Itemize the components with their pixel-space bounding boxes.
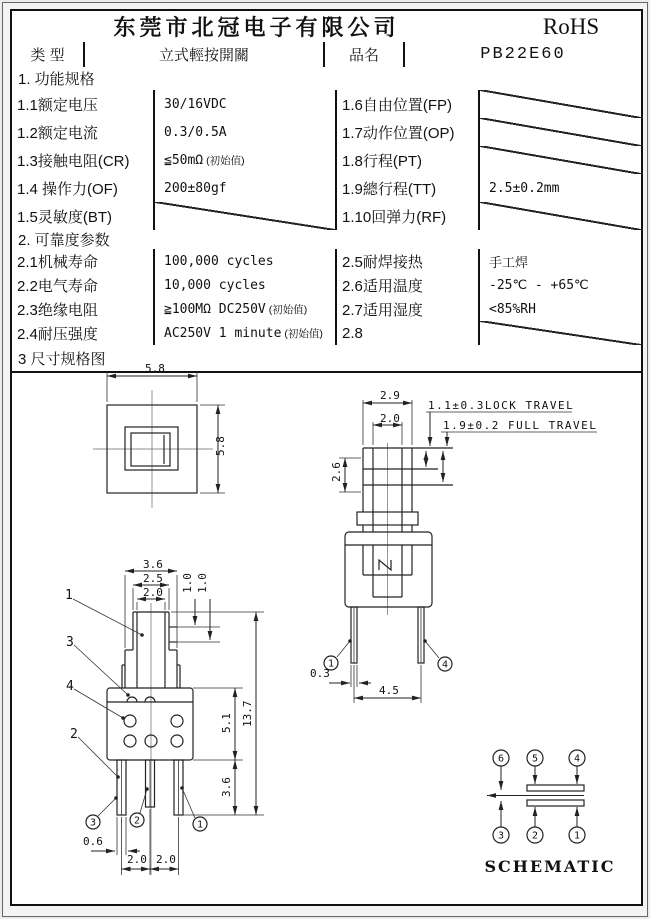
spec-label: 2.1机械寿命 — [12, 249, 155, 273]
spec-row — [12, 174, 641, 204]
spec-value — [155, 146, 337, 174]
spec-label: 2.7适用湿度 — [337, 297, 480, 321]
dim-side-w1: 2.9 — [380, 389, 400, 402]
side-view-drawing — [295, 385, 625, 715]
pin-number-1: 1 — [196, 819, 204, 831]
spec-row — [12, 249, 641, 275]
lock-travel-label: 1.1±0.3LOCK TRAVEL — [428, 399, 575, 412]
schematic-pin-3: 3 — [497, 830, 505, 842]
part-number: PB22E60 — [480, 45, 566, 64]
dim-front-n2: 1.0 — [196, 573, 209, 593]
schematic-title: SCHEMATIC — [484, 857, 616, 876]
spec-row — [12, 90, 641, 120]
spec-row — [12, 297, 641, 323]
dim-front-pin: 3.6 — [220, 777, 233, 797]
document-frame — [10, 9, 643, 906]
company-name: 东莞市北冠电子有限公司 — [113, 15, 400, 40]
section2-title: 2. 可靠度参数 — [12, 230, 641, 251]
type-label: 类 型 — [12, 42, 85, 67]
rohs-mark: RoHS — [542, 13, 600, 39]
spec-value-crossed — [480, 146, 641, 174]
part-label-4: 4 — [66, 679, 74, 694]
part-label-3: 3 — [66, 635, 74, 650]
schematic-pin-4: 4 — [573, 753, 581, 765]
spec-label: 2.4耐压强度 — [12, 321, 155, 345]
type-row — [12, 42, 641, 69]
pin-number-4: 4 — [441, 659, 449, 671]
schematic-drawing — [462, 735, 637, 895]
pin-number-1: 1 — [327, 658, 335, 670]
dim-front-n1: 1.0 — [181, 573, 194, 593]
spec-label: 1.2额定电流 — [12, 118, 155, 146]
dim-side-h: 2.6 — [330, 462, 343, 482]
spec-label: 1.1额定电压 — [12, 90, 155, 118]
spec-value-crossed — [155, 202, 337, 230]
dim-side-pitch: 4.5 — [379, 684, 399, 697]
spec-value: 手工焊 — [489, 255, 529, 271]
part-name-label: 品名 — [325, 42, 405, 67]
spec-value: <85%RH — [489, 301, 536, 317]
part-label-2: 2 — [70, 727, 78, 742]
header-row — [12, 11, 641, 44]
spec-row — [12, 321, 641, 347]
spec-row — [12, 146, 641, 176]
initial-value-note: (初始值) — [268, 303, 308, 316]
initial-value-note: (初始值) — [206, 154, 245, 167]
spec-label: 1.10回弹力(RF) — [337, 202, 480, 230]
part-label-1: 1 — [65, 588, 73, 603]
section1-title: 1. 功能规格 — [12, 67, 641, 92]
dim-front-p1: 2.0 — [127, 853, 147, 866]
dim-front-p2: 2.0 — [156, 853, 176, 866]
spec-value: 10,000 cycles — [155, 273, 337, 297]
schematic-pin-5: 5 — [531, 753, 539, 765]
schematic-pin-2: 2 — [531, 830, 539, 842]
initial-value-note: (初始值) — [284, 327, 323, 340]
schematic-pin-1: 1 — [573, 830, 581, 842]
dim-front-w1: 3.6 — [143, 558, 163, 571]
spec-label: 1.6自由位置(FP) — [337, 90, 480, 118]
dim-front-total: 13.7 — [241, 700, 254, 727]
spec-value: 100,000 cycles — [155, 249, 337, 273]
spec-label: 2.2电气寿命 — [12, 273, 155, 297]
full-travel-label: 1.9±0.2 FULL TRAVEL — [443, 419, 598, 432]
spec-label: 1.7动作位置(OP) — [337, 118, 480, 146]
spec-value — [155, 321, 337, 345]
spec-value-text: AC250V 1 minute — [164, 325, 282, 341]
spec-label: 1.4 操作力(OF) — [12, 174, 155, 202]
spec-value: 2.5±0.2mm — [489, 180, 560, 196]
dim-front-w2: 2.5 — [143, 572, 163, 585]
top-view-geometry — [93, 372, 225, 508]
schematic-pin-6: 6 — [497, 753, 505, 765]
dim-side-pint: 0.3 — [310, 667, 330, 680]
spec-value-crossed — [480, 321, 641, 345]
front-view-drawing — [45, 555, 275, 885]
dim-top-height: 5.8 — [214, 436, 227, 456]
spec-value — [155, 297, 337, 321]
top-view-drawing — [85, 362, 265, 512]
front-view-geometry — [73, 571, 264, 875]
pin-number-3: 3 — [89, 817, 97, 829]
spec-label: 1.9總行程(TT) — [337, 174, 480, 202]
spec-row — [12, 118, 641, 148]
type-value: 立式輕按開關 — [85, 42, 325, 67]
dim-side-w2: 2.0 — [380, 412, 400, 425]
spec-value: 30/16VDC — [155, 90, 337, 118]
spec-label: 2.5耐焊接热 — [337, 249, 480, 273]
dim-front-body: 5.1 — [220, 713, 233, 733]
spec-label: 2.3绝缘电阻 — [12, 297, 155, 321]
spec-label: 1.5灵敏度(BT) — [12, 202, 155, 230]
spec-value-text: ≦50mΩ — [164, 152, 204, 168]
section3-title: 3 尺寸规格图 — [12, 345, 641, 373]
side-view-geometry — [324, 400, 597, 703]
dim-front-pinw: 0.6 — [83, 835, 103, 848]
spec-label: 2.8 — [337, 321, 480, 345]
spec-value: 0.3/0.5A — [155, 118, 337, 146]
spec-label: 2.6适用温度 — [337, 273, 480, 297]
spec-row — [12, 273, 641, 299]
spec-value-crossed — [480, 118, 641, 146]
dim-front-w3: 2.0 — [143, 586, 163, 599]
spec-row — [12, 202, 641, 232]
dim-top-width: 5.8 — [145, 362, 165, 375]
spec-value: 200±80gf — [155, 174, 337, 202]
spec-label: 1.3接触电阻(CR) — [12, 146, 155, 174]
spec-value-text: ≧100MΩ DC250V — [164, 301, 266, 317]
spec-label: 1.8行程(PT) — [337, 146, 480, 174]
spec-value: -25℃ - +65℃ — [489, 277, 589, 293]
pin-number-2: 2 — [133, 815, 141, 827]
spec-value-crossed — [480, 202, 641, 230]
spec-value-crossed — [480, 90, 641, 118]
